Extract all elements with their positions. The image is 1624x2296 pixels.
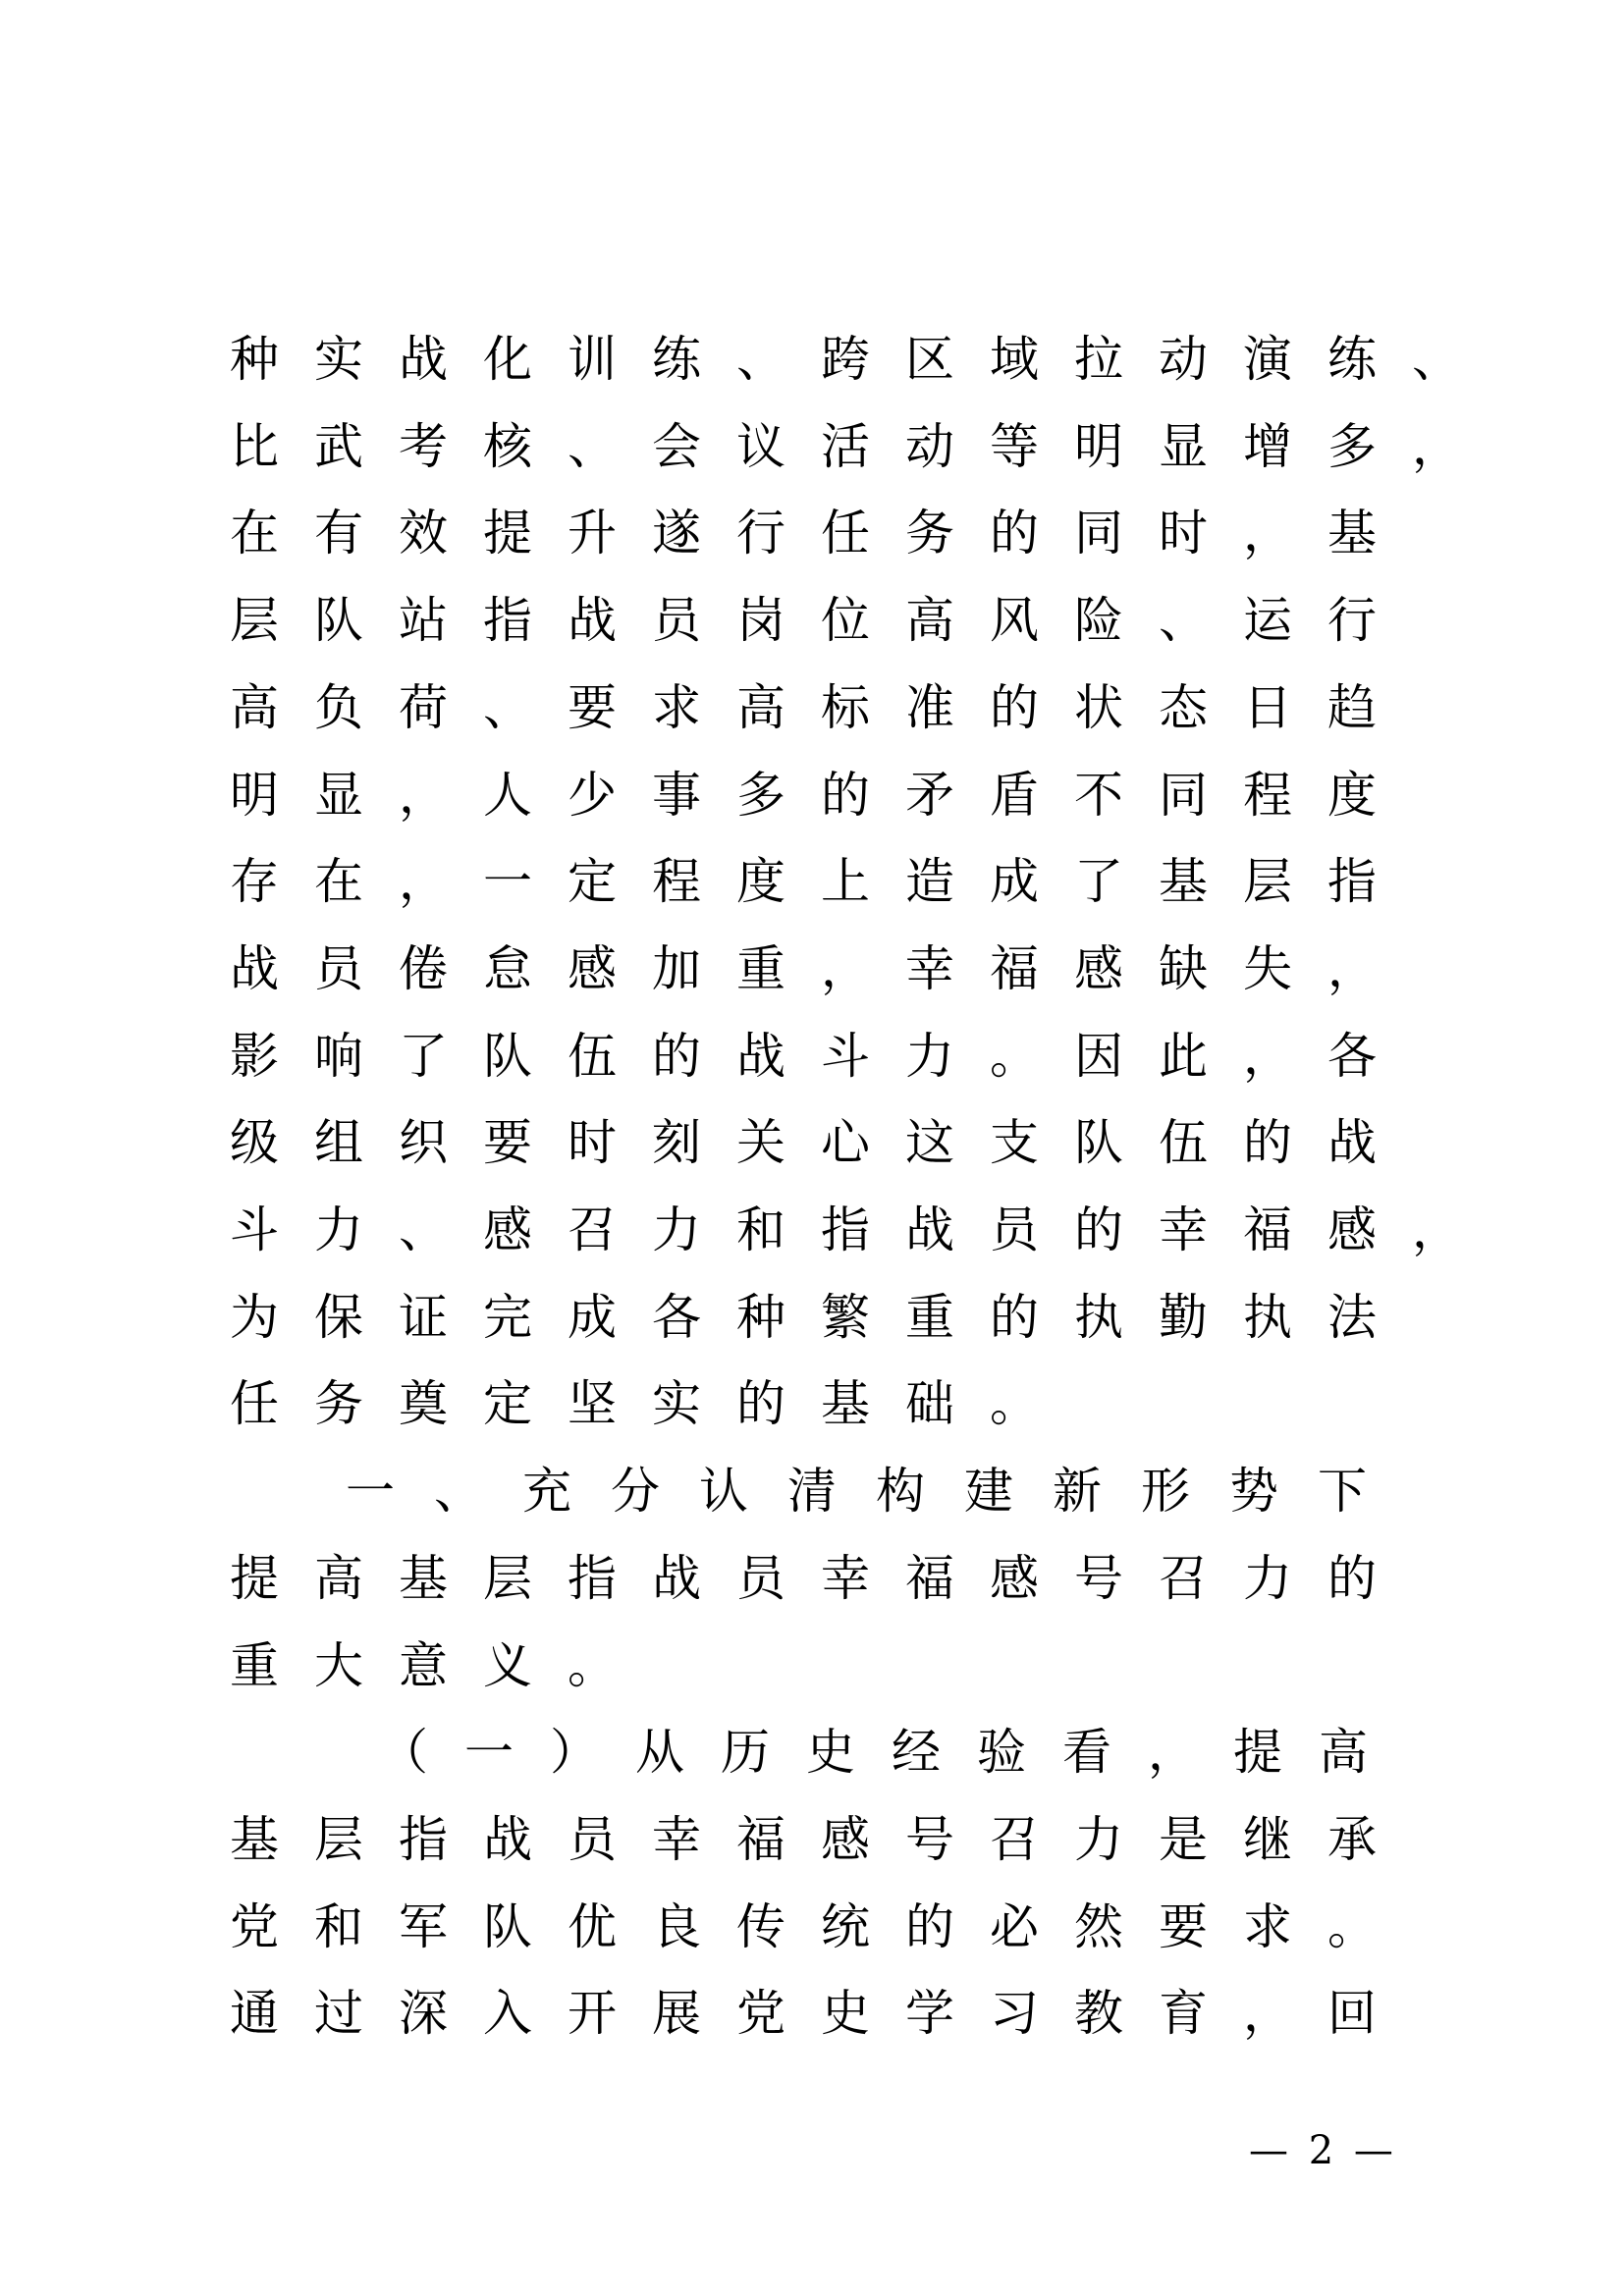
text-line: 战员倦怠感加重，幸福感缺失， <box>230 939 1412 997</box>
text-line: 提高基层指战员幸福感号召力的 <box>230 1549 1412 1607</box>
text-line: 为保证完成各种繁重的执勤执法 <box>230 1288 1412 1346</box>
text-line: 比武考核、会议活动等明显增多， <box>230 417 1496 475</box>
text-line: 在有效提升遂行任务的同时，基 <box>230 505 1412 562</box>
text-line: 影响了队伍的战斗力。因此，各 <box>230 1027 1412 1085</box>
text-line: 斗力、感召力和指战员的幸福感， <box>230 1201 1496 1258</box>
text-line: 种实战化训练、跨区域拉动演练、 <box>230 331 1496 388</box>
text-line: 基层指战员幸福感号召力是继承 <box>230 1810 1412 1868</box>
text-line: 高负荷、要求高标准的状态日趋 <box>230 678 1412 736</box>
text-line: 重大意义。 <box>230 1636 652 1694</box>
text-line: 任务奠定坚实的基础。 <box>230 1375 1074 1433</box>
section-heading: 一、充分认清构建新形势下 <box>346 1463 1406 1521</box>
page-number: — 2 — <box>1249 2128 1397 2173</box>
text-line: 通过深入开展党史学习教育，回 <box>230 1985 1412 2043</box>
text-line: 明显，人少事多的矛盾不同程度 <box>230 766 1412 824</box>
text-line: 存在，一定程度上造成了基层指 <box>230 853 1412 911</box>
text-line: 党和军队优良传统的必然要求。 <box>230 1897 1412 1955</box>
subsection-heading: （一）从历史经验看，提高 <box>379 1724 1404 1782</box>
text-line: 级组织要时刻关心这支队伍的战 <box>230 1114 1412 1172</box>
text-line: 层队站指战员岗位高风险、运行 <box>230 592 1412 650</box>
